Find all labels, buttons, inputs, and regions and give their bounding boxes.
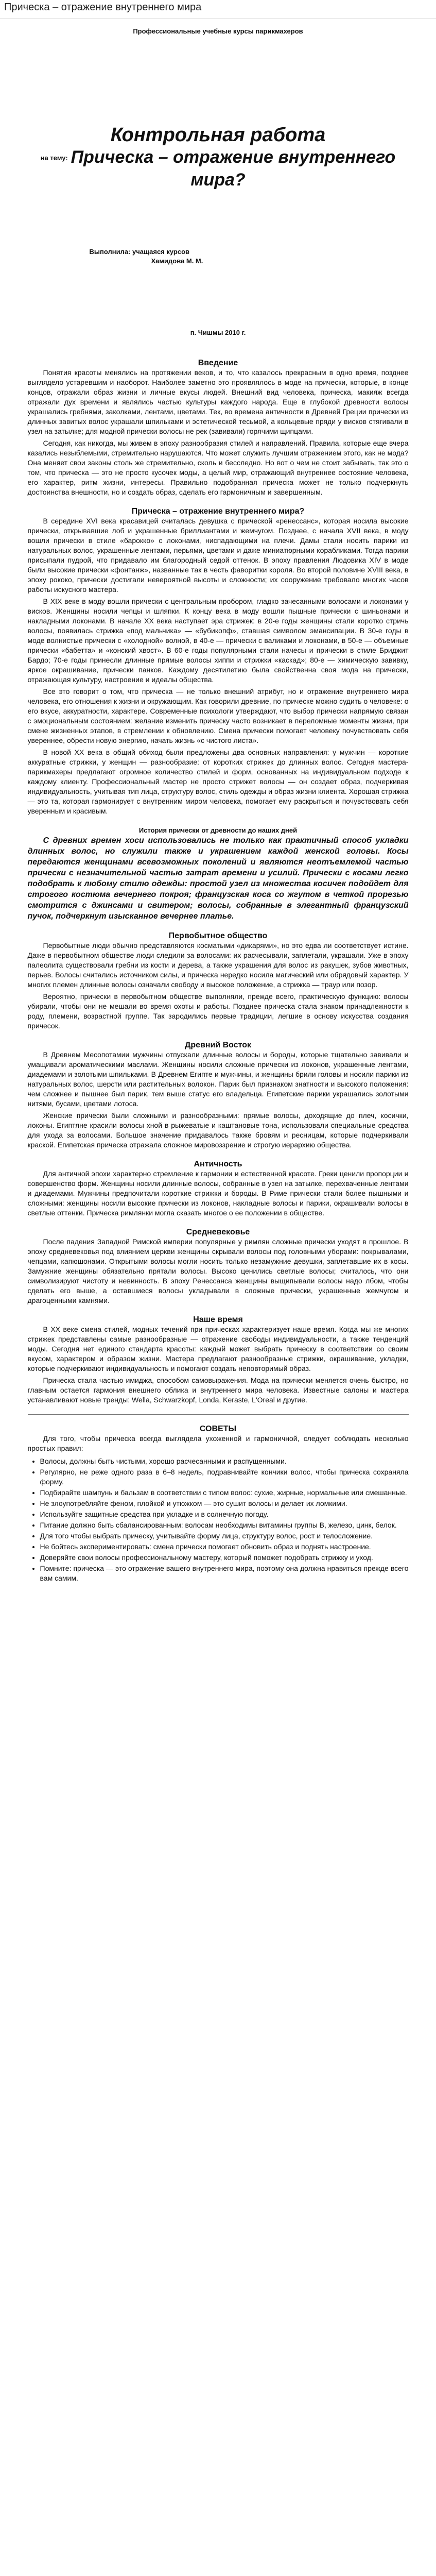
window-title: Прическа – отражение внутреннего мира xyxy=(0,0,436,19)
list-item: • Используйте защитные средства при укладке и в солнечную погоду. xyxy=(40,1510,409,1519)
main-paragraph: Все это говорит о том, что прическа — не только внешний атрибут, но и отражение внутреннего мира человека, его отношения к жизни и окружающим. Как говорили древние, по прическе можно судить о человеке: о его вкусе, аккуратности, характере. Современные психологи утверждают, что выбор прически напрямую связан с эмоциональным состоянием: желание изменить прическу часто возникает в переломные моменты жизни, при смене жизненных этапов, в стремлении к обновлению. Смена прически помогает человеку почувствовать себя увереннее, обрести новую энергию, начать жизнь «с чистого листа». xyxy=(27,687,409,745)
main-heading: Прическа – отражение внутреннего мира? xyxy=(131,507,305,516)
mid-heading: Средневековье xyxy=(186,1228,250,1237)
first-section xyxy=(28,931,409,1031)
divider xyxy=(28,1414,409,1415)
history-section xyxy=(28,825,409,922)
main-section xyxy=(28,506,409,816)
authors xyxy=(90,247,409,266)
east-heading: Древний Восток xyxy=(184,1041,252,1050)
east-paragraph: Женские прически были сложными и разнообразными: прямые волосы, доходящие до плеч, косички, локоны. Египтяне красили волосы хной в рыжеватые и каштановые тона, использовали специальные средства для ухода за волосами. Большое значение придавалось также бровям и ресницам, которые подчеркивали краской. Египетская прическа отражала сложное мировоззрение и строгую иерархию общества. xyxy=(27,1111,409,1149)
first-heading: Первобытное общество xyxy=(168,931,268,941)
mid-paragraph: После падения Западной Римской империи популярные у римлян сложные прически уходят в прошлое. В эпоху средневековья под влиянием церкви женщины скрывали волосы под головными уборами: покрывалами, чепцами, капюшонами. Открытыми волосы могли носить только незамужние девушки, заплетавшие их в косы. Замужние женщины обязательно прятали волосы. Высоко ценились светлые волосы; считалось, что они символизируют чистоту и невинность. В эпоху Ренессанса женщины выщипывали волосы надо лбом, чтобы сделать его выше, а оставшиеся волосы укладывали в сложные прически, украшенные жемчугом и драгоценными камнями. xyxy=(27,1238,409,1305)
intro-heading: Введение xyxy=(198,359,238,368)
authors-name: Хамидова М. М. xyxy=(151,257,203,265)
list-item: • Не бойтесь экспериментировать: смена прически помогает обновить образ и поднять настроение. xyxy=(40,1542,409,1552)
intro-paragraph: Понятия красоты менялись на протяжении веков, и то, что казалось прекрасным в одно время, позднее выглядело устаревшим и наоборот. Наиболее заметно это проявлялось в моде на прически, которые, в конце концов, отражали образ жизни и личные вкусы людей. Внешний вид человека, прическа, макияж всегда отражали дух времени и являлись частью культуры каждого народа. Еще в глубокой древности волосы украшались гребнями, заколками, лентами, цветами. Тек, во времена античности в Древней Греции прически из длинных завитых волос украшали шпильками и эстетической тесьмой, а кольцевые пряди у висков стягивали в узел на затылке; для модной прически волосы не рек (завивали) горячими щипцами. xyxy=(27,368,409,436)
list-item: • Волосы, должны быть чистыми, хорошо расчесанными и распущенными. xyxy=(40,1456,409,1466)
list-item: • Помните: прическа — это отражение вашего внутреннего мира, поэтому она должна нравиться прежде всего вам самим. xyxy=(40,1564,409,1583)
theme-prefix: на тему: xyxy=(40,154,68,162)
intro-section xyxy=(28,358,409,497)
new-heading: Наше время xyxy=(193,1315,243,1325)
mid-section xyxy=(28,1227,409,1306)
organization: Профессиональные учебные курсы парикмахеров xyxy=(133,27,303,35)
history-lead: С древних времен хоси использовались не только как практичный способ укладки длинных волос, но служили также и украшением каждой женской головы. Косы передаются женщинами всевозможных поколений и являются неотъемлемой частью прически с незначительной частью затрат времени и усилий. Прически с косами легко подобрать к любому стилю одежды: простой узел из множества косичек подойдет для строгого костюма вечернего покроя; французская коса со жгутом в четкой прорезью смотрится с джинсами и свитером; волосы, собранные в элегантный французский пучок, подчеркнут изысканное вечернее платье. xyxy=(27,836,409,921)
antiq-paragraph: Для античной эпохи характерно стремление к гармонии и естественной красоте. Греки ценили пропорции и совершенство форм. Женщины носили длинные волосы, собранные в узел на затылке, перехваченные лентами и диадемами. Мужчины предпочитали короткие стрижки и бороды. В Риме прически стали более пышными и сложными: женщины носили высокие прически из локонов, накладные волосы и парики, окрашивали волосы в светлые оттенки. Прическа римлянки могла сказать многое о ее положении в обществе. xyxy=(27,1170,409,1217)
tips-list xyxy=(40,1456,409,1583)
new-paragraph: В XX веке смена стилей, модных течений при прическах характеризует наше время. Когда мы же многих стрижек представлены самые разнообразные — отражение свободы индивидуальности, а также тенденций моды. Сегодня нет единого стандарта красоты: каждый может выбрать прическу в соответствии со своим вкусом, характером и образом жизни. Мастера предлагают разнообразные стрижки, окрашивание, укладки, которые подчеркивают индивидуальность и помогают создать неповторимый образ. xyxy=(27,1325,409,1373)
list-item: • Подбирайте шампунь и бальзам в соответствии с типом волос: сухие, жирные, нормальные или смешанные. xyxy=(40,1488,409,1498)
main-paragraph: В новой XX века в общий обиход были предложены два основных направления: у мужчин — короткие аккуратные стрижки, у женщин — разнообразие: от коротких стрижек до длинных волос. Сегодня мастера-парикмахеры предлагают огромное количество стилей и форм, основанных на индивидуальном подходе к каждому клиенту. Профессиональный мастер не просто стрижет волосы — он создает образ, подчеркивая индивидуальность, учитывая тип лица, структуру волос, стиль одежды и образ жизни клиента. Хорошая стрижка — это та, которая гармонирует с внутренним миром человека, помогает ему раскрыться и почувствовать себя уверенным и красивым. xyxy=(27,748,409,816)
intro-paragraph: Сегодня, как никогда, мы живем в эпоху разнообразия стилей и направлений. Правила, которые еще вчера казались незыблемыми, стремительно нарушаются. Что может служить лучшим отражением этого, как не мода? Она меняет свои законы столь же стремительно, сколь и бесследно. Но вот о чем не стоит забывать, так это о том, что прическа — это не просто кусочек моды, а целый мир, отражающий внутреннее состояние человека, его характер, ритм жизни, интересы. Правильно подобранная прическа может не только подчеркнуть достоинства внешности, но и создать образ, сделать его гармоничным и завершенным. xyxy=(27,439,409,497)
list-item: • Не злоупотребляйте феном, плойкой и утюжком — это сушит волосы и делает их ломкими. xyxy=(40,1499,409,1509)
list-item: • Питание должно быть сбалансированным: волосам необходимы витамины группы B, железо, цинк, белок. xyxy=(40,1520,409,1530)
history-heading: История прически от древности до наших дней xyxy=(138,826,298,835)
list-item: • Регулярно, не реже одного раза в 6–8 недель, подравнивайте кончики волос, чтобы прическа сохраняла форму. xyxy=(40,1467,409,1487)
doc-title: Контрольная работа xyxy=(110,124,326,146)
antiq-section xyxy=(28,1159,409,1218)
title-block xyxy=(28,124,409,191)
east-paragraph: В Древнем Месопотамии мужчины отпускали длинные волосы и бороды, которые тщательно завивали и умащивали ароматическими маслами. Женщины носили сложные прически из локонов, украшенные лентами, диадемами и золотыми шпильками. В Древнем Египте и мужчины, и женщины брили головы и носили парики из натуральных волос, шерсти или растительных волокон. Парик был признаком знатности и высокого положения: чем сложнее и пышнее был парик, тем выше статус его владельца. Египетские парики украшались золотыми нитями, бусами, цветами лотоса. xyxy=(27,1050,409,1108)
antiq-heading: Античность xyxy=(194,1160,242,1169)
main-paragraph: В середине XVI века красавицей считалась девушка с прической «ренессанс», которая носила высокие прически, открывавшие лоб и украшенные бриллиантами и жемчугом. Позднее, с начала XVII века, в моду вошли прически в стиле «барокко» с локонами, ниспадающими на плечи. Дамы стали носить парики из натуральных волос, украшенные лентами, перьями, цветами и даже миниатюрными корабликами. Тогда парики присыпали пудрой, что придавало им благородный седой оттенок. В эпоху правления Людовика XIV в моде были высокие прически «фонтанж», названные так в честь фаворитки короля. Во второй половине XVIII века, в эпоху рококо, прически достигали невероятной высоты и сложности; их сооружение требовало многих часов работы искусного мастера. xyxy=(27,517,409,594)
new-paragraph: Прическа стала частью имиджа, способом самовыражения. Мода на прически меняется очень быстро, но главным остается гармония внешнего облика и внутреннего мира человека. Известные салоны и мастера устанавливают новые тренды: Wella, Schwarzkopf, Londa, Keraste, L'Oreal и другие. xyxy=(27,1376,409,1404)
first-paragraph: Первобытные люди обычно представляются косматыми «дикарями», но это едва ли соответствует истине. Даже в первобытном обществе люди следили за волосами: их расчесывали, заплетали, украшали. Уже в эпоху палеолита существовали гребни из кости и дерева, а также украшения для волос из ракушек, зубов животных, перьев. Волосы считались источником силы, и прическа нередко носила магический или обрядовый характер. У многих племен длинные волосы означали свободу и высокое положение, а стрижка — траур или позор. xyxy=(27,941,409,989)
doc-theme xyxy=(28,146,409,191)
place-date: п. Чишмы 2010 г. xyxy=(190,329,246,337)
list-item: • Доверяйте свои волосы профессиональному мастеру, который поможет подобрать стрижку и уход. xyxy=(40,1553,409,1563)
tips-heading: СОВЕТЫ xyxy=(199,1425,237,1434)
theme-text: Прическа – отражение внутреннего мира? xyxy=(71,147,396,190)
authors-label: Выполнила: учащаяся курсов xyxy=(89,248,190,256)
tips-intro: Для того, чтобы прическа всегда выглядела ухоженной и гармоничной, следует соблюдать несколько простых правил: xyxy=(27,1434,409,1453)
first-paragraph: Вероятно, прически в первобытном обществе выполняли, прежде всего, практическую функцию: волосы убирали, чтобы они не мешали во время охоты и работы. Позднее прическа стала знаком принадлежности к роду, племени, возрастной группе. Так зародились первые традиции, легшие в основу искусства создания причесок. xyxy=(27,992,409,1030)
document xyxy=(28,26,409,1583)
main-paragraph: В XIX веке в моду вошли прически с центральным пробором, гладко зачесанными волосами и локонами у висков. Женщины носили чепцы и шляпки. К концу века в моду вошли пышные прически с шиньонами и накладными локонами. В начале XX века наступает эра стрижек: в 20-е годы женщины стали коротко стричь волосы, появилась стрижка «под мальчика» — «бубикопф», ставшая символом эмансипации. В 30-е годы в моде волнистые прически с «холодной» волной, в 40-е — прически с валиками и локонами, в 50-е — объемные прически «бабетта» и «конский хвост». В 60-е годы популярными стали начесы и прически в стиле Бриджит Бардо; 70-е годы принесли длинные прямые волосы хиппи и стрижки «каскад»; 80-е — химическую завивку, яркое окрашивание, прически панков. Каждому десятилетию была свойственна своя мода на прически, отражающая культуру, настроение и идеалы общества. xyxy=(27,597,409,684)
new-section xyxy=(28,1315,409,1405)
tips-section xyxy=(28,1424,409,1583)
list-item: • Для того чтобы выбрать прическу, учитывайте форму лица, структуру волос, рост и телосложение. xyxy=(40,1531,409,1541)
east-section xyxy=(28,1040,409,1150)
